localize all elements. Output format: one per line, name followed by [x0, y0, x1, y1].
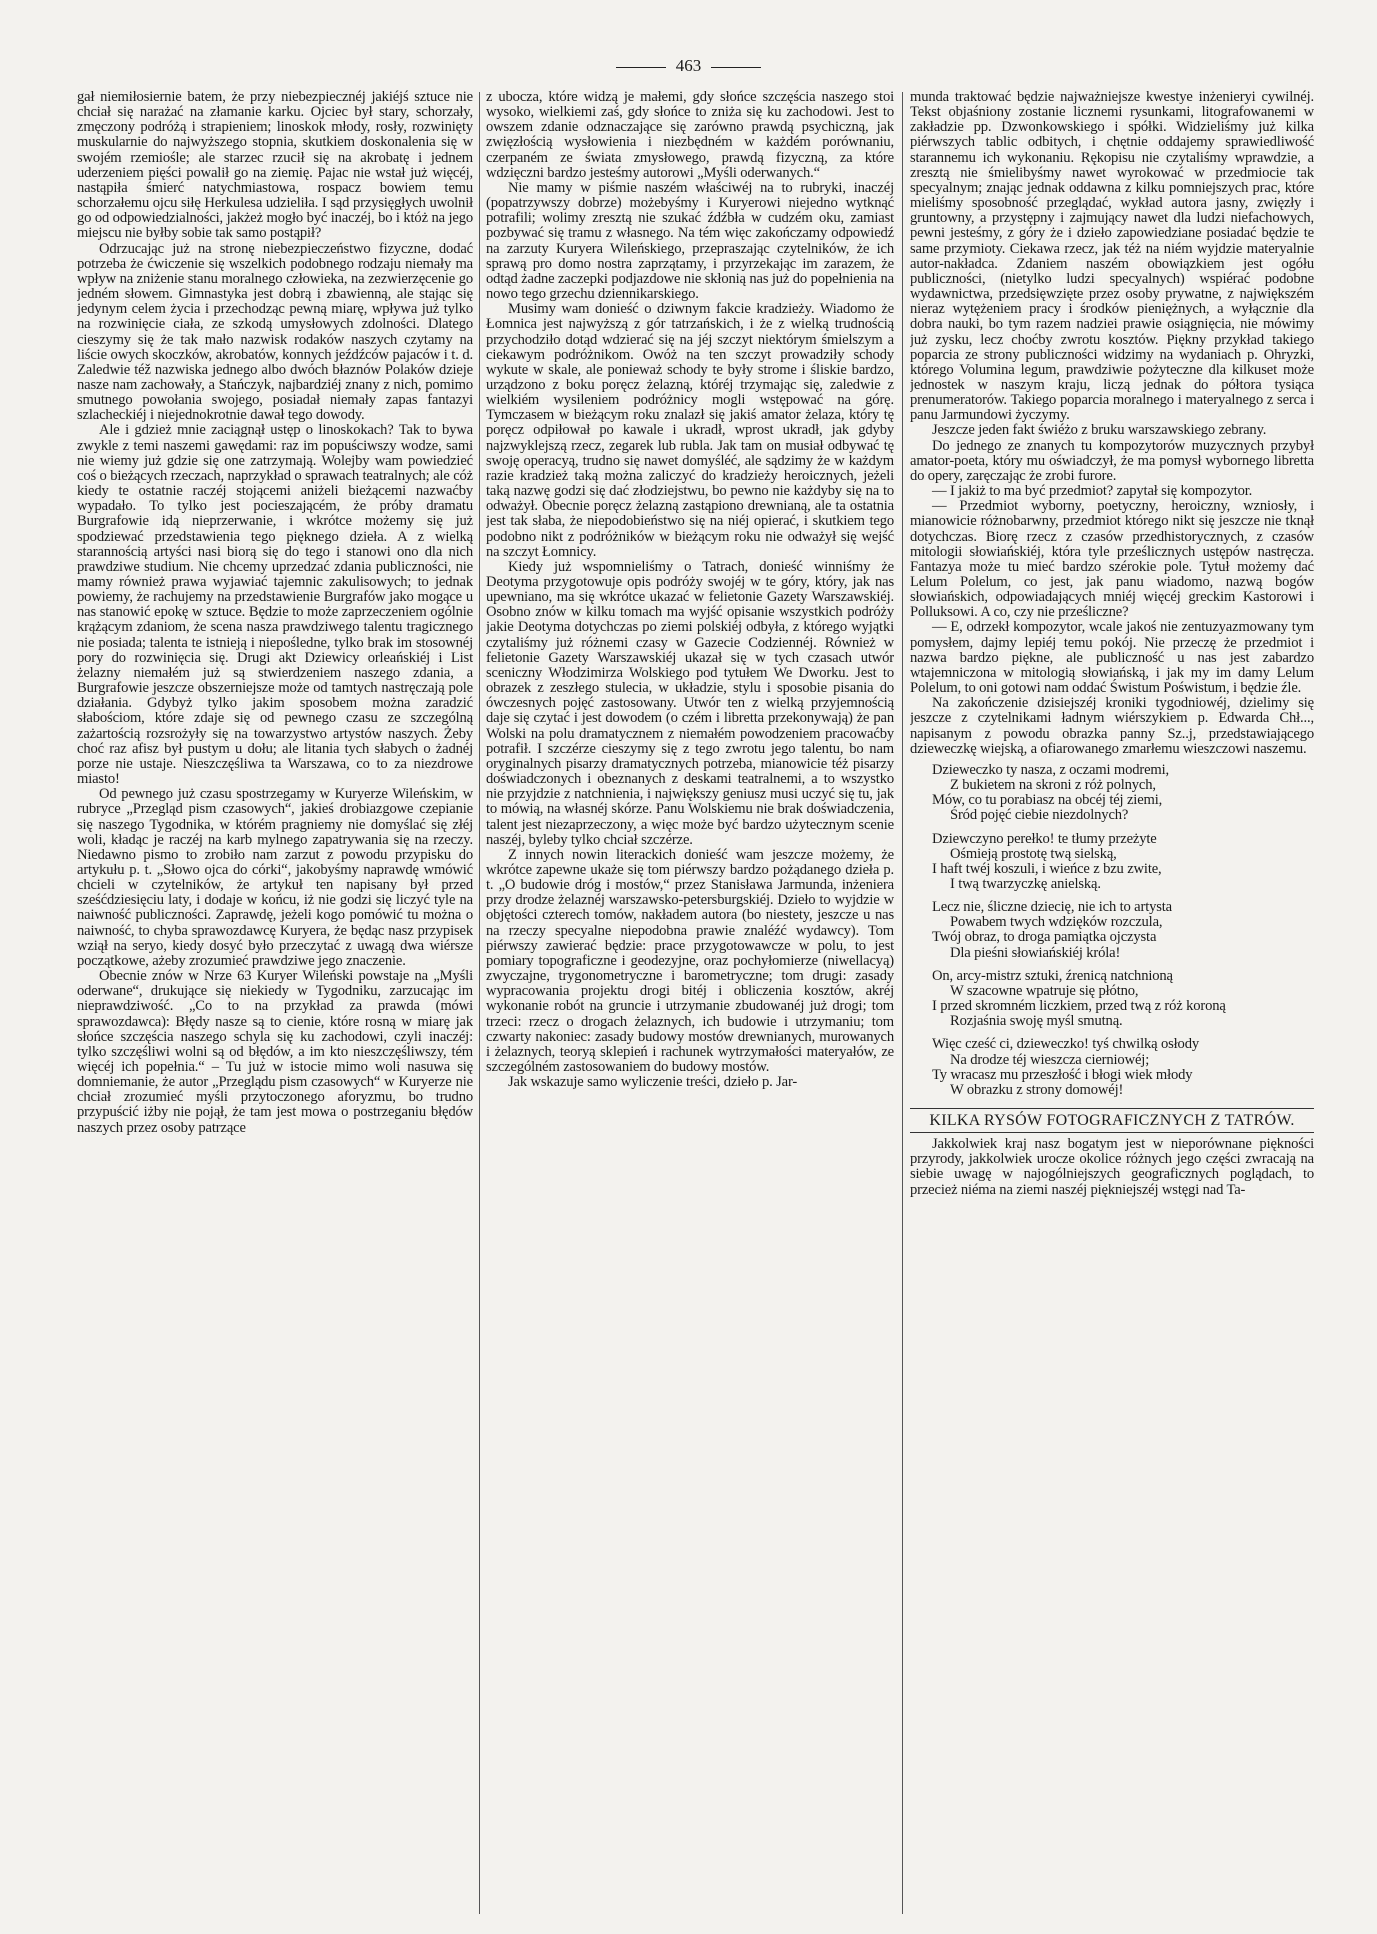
poem-stanza: [910, 900, 1314, 961]
poem-line: W obrazku z strony domowéj!: [950, 1081, 1124, 1098]
poem-line: Rozjaśnia swoję myśl smutną.: [950, 1013, 1123, 1030]
paragraph: gał niemiłosiernie batem, że przy niebezpiecznéj jakiéjś sztuce nie chciał się narażać na złamanie karku. Ojciec był stary, schorzały, zmęczony podróżą i strapieniem; linoskok młody, rosły, rozwinięty muskularnie do najwyższego stopnia, skutkiem doskonalenia się w swojém rzemiośle; ale starzec rzucił się na akrobatę i jednem uderzeniem pięści powalił go na ziemię. Pajac nie wstał już więcéj, nastąpiła śmierć natychmiastowa, rospacz bowiem temu schorzałemu ojcu siłę Herkulesa udzieliła. I sąd przysięgłych uwolnił go od odpowiedzialności, jakżeż mogło być inaczéj, bo i któż na jego miejscu nie byłby sobie tak samo postąpił?: [77, 90, 473, 242]
paragraph: Od pewnego już czasu spostrzegamy w Kuryerze Wileńskim, w rubryce „Przegląd pism czasowych“, jakieś drobiazgowe czepianie się naszego Tygodnika, w którém pragniemy nie domyślać się złéj woli, kładąc je raczéj na karb mylnego zapatrywania się na rzeczy. Niedawno pismo to zrobiło nam zarzut z powodu przypisku do artykułu p. t. „Słowo ojca do córki“, jakobyśmy naprawdę wmówić chcieli w czytelników, że artykuł ten napisany był przed sześćdziesięciu laty, i dodaje w końcu, iż nie godzi się liczyć tyle na naiwność publiczności. Zaprawdę, jeżeli kogo pomówić tu można o naiwność, to chyba sprawozdawcę Kuryera, że będąc nasz przypisek wziął na seryo, kiedy dosyć było przeczytać z uwagą dwa wiérsze początkowe, ażeby zrozumieć prawdziwe jego znaczenie.: [77, 786, 473, 969]
poem-line: I przed skromném liczkiem, przed twą z róż koroną: [932, 998, 1226, 1015]
poem-line: Twój obraz, to droga pamiątka ojczysta: [932, 929, 1157, 946]
section-divider: [910, 1132, 1314, 1133]
paragraph: — Przedmiot wyborny, poetyczny, heroiczny, wzniosły, i mianowicie różnobarwny, przedmiot którego nikt się jeszcze nie tknął dotychczas. Biorę rzecz z czasów przedhistorycznych, z czasów mitologii słowiańskiéj, która tyle prześlicznych ustępów nastręcza. Fantazya może tu mieć bardzo szérokie pole. Tytuł możemy dać Lelum Polelum, co jest, jak panu wiadomo, nazwą bogów słowiańskich, odpowiadających mniéj więcéj greckim Kastorowi i Polluksowi. A co, czy nie prześliczne?: [910, 498, 1314, 621]
poem-stanza: [910, 969, 1314, 1030]
folio-dash-left: [616, 67, 666, 68]
paragraph: Obecnie znów w Nrze 63 Kuryer Wileński powstaje na „Myśli oderwane“, drukujące się niekiedy w Tygodniku, zarzucając im nieprawdziwość. „Co to na przykład za prawda (mówi sprawozdawca): Błędy nasze są to cienie, które rosną w miarę jak słońce szczęścia naszego schyla się ku zachodowi, czyli inaczéj: tylko szczęśliwi wolni są od błędów, a im kto nieszczęśliwszy, tém więcéj ich popełnia.“ – Tu już w istocie mimo woli nasuwa się domniemanie, że autor „Przeglądu pism czasowych“ w Kuryerze nie chciał zrozumieć myśli przytoczonego aforyzmu, bo trudno przypuścić iżby nie pojął, że tam jest mowa o postrzeganiu błędów naszych przez osoby patrzące: [77, 968, 473, 1136]
paragraph: Odrzucając już na stronę niebezpieczeństwo fizyczne, dodać potrzeba że ćwiczenie się wszelkich podobnego rodzaju niemały ma wpływ na zniżenie stanu moralnego człowieka, na zezwierzęcenie go jedném słowem. Gimnastyka jest dobrą i zbawienną, ale stając się jedynym celem życia i przechodząc pewną miarę, wpływa już tylko na rozwinięcie ciała, ze szkodą umysłowych zdolności. Dlatego cieszymy się że tak mało nazwisk rodaków naszych czytamy na liście owych skoczków, akrobatów, konnych jeźdźców pajaców i t. d. Zaledwie též nazwiska jednego albo dwóch błaznów Polaków dzieje nasze nam zachowały, a Stańczyk, najbardziéj znany z nich, pomimo smutnego powołania swojego, posiadał niemały zapas fantazyi szlacheckiéj i niejednokrotnie dawał tego dowody.: [77, 240, 473, 424]
poem-line: Lecz nie, śliczne dziecię, nie ich to artysta: [932, 899, 1173, 916]
poem-line: Mów, co tu porabiasz na obcéj téj ziemi,: [932, 792, 1163, 809]
folio-dash-right: [711, 67, 761, 68]
paragraph: Jak wskazuje samo wyliczenie treści, dzieło p. Jar-: [508, 1074, 798, 1091]
article-heading: KILKA RYSÓW FOTOGRAFICZNYCH Z TATRÓW.: [929, 1112, 1295, 1129]
poem-line: Więc cześć ci, dzieweczko! tyś chwilką osłody: [932, 1036, 1199, 1053]
column-2: [486, 90, 894, 1918]
page-number-text: 463: [675, 56, 702, 75]
paragraph: Jakkolwiek kraj nasz bogatym jest w nieporównane piękności przyrody, jakkolwiek urocze okolice różnych jego części zwracają na siebie uwagę w najogólniejszych geograficznych poglądach, to przecież niéma na ziemi naszéj piękniejszéj wstęgi nad Ta-: [910, 1136, 1314, 1198]
paragraph: Na zakończenie dzisiejszéj kroniki tygodniowéj, dzielimy się jeszcze z czytelnikami ładnym wiérszykiem p. Edwarda Chł..., napisanym z powodu obrazka panny Sz..j, przedstawiającego dzieweczkę wiejską, a ofiarowanego zmarłemu wieszczowi naszemu.: [910, 695, 1314, 757]
paragraph: — E, odrzekł kompozytor, wcale jakoś nie zentuzyazmowany tym pomysłem, dajmy lepiéj temu pokój. Nie przeczę że przedmiot i nazwa bardzo piękne, ale publiczność u nas jest zabardzo wtajemniczona w mitologią słowiańską, i jak my im damy Lelum Polelum, to oni gotowi nam oddać Świstum Poświstum, i będzie źle.: [910, 619, 1314, 697]
paragraph: Musimy wam donieść o dziwnym fakcie kradzieży. Wiadomo że Łomnica jest najwyższą z gór tatrzańskich, i że z wielką trudnością przychodziło dotąd wdzierać się na jéj szczyt niektórym śmielszym a ciekawym podróżnikom. Owóż na ten szczyt prowadziły schody wykute w skale, ale ponieważ schody te były strome i śliskie bardzo, urządzono z boku poręcz żelazną, któréj trzymając się, zaledwie z wielkiém wysileniem podróżnicy mogli wstępować na górę. Tymczasem w bieżącym roku znalazł się jakiś amator żelaza, który tę poręcz odpiłował po kawale i ukradł, wprost ukradł, jak gdyby najzwyklejszą rzecz, zegarek lub rubla. Jak tam on musiał odbywać tę swoję operacyą, trudno się nawet domyśléć, ale sądzimy że w każdym razie kradzież taką można zaliczyć do kradzieży heroicznych, jeżeli taką nazwę godzi się dać złodziejstwu, bo pewno nie każdyby się na to odważył. Obecnie poręcz żelazną zastąpiono drewnianą, ale ta ostatnia jest tak słaba, że niepodobieństwo się na niéj opierać, i skutkiem tego podobno nikt z podróżników w bieżącym roku nie odważył się wejść na szczyt Łomnicy.: [486, 301, 894, 560]
section-divider: [910, 1108, 1314, 1109]
poem-line: Śród pojęć ciebie niezdolnych?: [950, 807, 1129, 824]
poem-line: Ty wracasz mu przeszłość i błogi wiek młody: [932, 1066, 1193, 1083]
paragraph: Z innych nowin literackich donieść wam jeszcze możemy, że wkrótce zapewne ukaże się tom piérwszy bardzo pożądanego dzieła p. t. „O budowie dróg i mostów,“ przez Stanisława Jarmunda, inżeniera przy drodze żelaznéj warszawsko-petersburgskiéj. Dzieło to wyjdzie w objętości czterech tomów, nakładem autora (bo niestety, jeszcze u nas na rzeczy specyalne niepodobna prawie znaléźć wydawcy). Tom piérwszy zawierać będzie: prace przygotowawcze w polu, to jest pomiary topograficzne i geodezyjne, oraz pochyłomierze (niwellacyą) zwyczajne, trygonometryczne i barometryczne; tom drugi: zasady wypracowania projektu drogi bitéj i obliczenia kosztów, akréj wykonanie robót na gruncie i utrzymanie zbudowanéj już drogi; tom trzeci: rzecz o drogach żelaznych, ich budowie i utrzymaniu; tom czwarty nakoniec: zasady budowy mostów drewnianych, murowanych i żelaznych, teoryą sklepień i rachunek wytrzymałości materyałów, ze szczególném zastosowaniem do budowy mostów.: [486, 846, 894, 1075]
column-rule-1: [479, 92, 480, 1914]
poem-line: W szacowne wpatruje się płótno,: [950, 982, 1139, 999]
paragraph: Do jednego ze znanych tu kompozytorów muzycznych przybył amator-poeta, który mu oświadczył, że ma pomysł wybornego libretta do opery, zaręczając że zrobi furore.: [910, 437, 1314, 484]
page-number: [0, 56, 1377, 76]
paragraph: Ale i gdzież mnie zaciągnął ustęp o linoskokach? Tak to bywa zwykle z temi naszemi gawędami: raz im popuściwszy wodze, sami nie wiemy już gdzie się one zatrzymają. Wolejby wam powiedzieć coś o bieżących rzeczach, naprzykład o sprawach teatralnych; ale cóż kiedy te ostatnie raczéj stojącemi aniżeli bieżącemi nazwaćby wypadało. To tylko jest pocieszającém, że próby dramatu Burgrafowie idą nieprzerwanie, i wkrótce możemy się już spodziewać przedstawienia tego pięknego dzieła. A z wielką starannością artyści nasi biorą się do tego i stanowi ono dla nich prawdziwe studium. Nie chcemy uprzedzać zdania publiczności, nie mamy również prawa wyjawiać tajemnic zakulisowych; to jednak powiemy, że rachujemy na przedstawienie Burgrafów jako mogące u nas stanowić epokę w sztuce. Będzie to może zaprzeczeniem ogólnie krążącym zdaniom, że scena nasza prawdziwego talentu tragicznego nie posiada; talenta te istnieją i niepośledne, tylko brak im stosownéj pory do rozwinięcia się. Drugi akt Dziewicy orleańskiéj i List żelazny niemałém już są stwierdzeniem naszego zdania, a Burgrafowie jeszcze obszerniejsze może od tamtych nastręczają pole działania. Gdybyż tylko jakim sposobem można zaradzić słabościom, które zdaje się od pewnego czasu ze szczególną zażartością rozsrożyły się na towarzystwo artystów naszych. Żeby choć raz afisz był pustym u dołu; ale litania tych słabych o żadnéj porze nie ustaje. Nieszczęśliwa ta Warszawa, co to za niezdrowe miasto!: [77, 422, 473, 788]
poem-line: Ośmieją prostotę twą sielską,: [950, 845, 1117, 862]
poem-line: Dla pieśni słowiańskiéj króla!: [950, 944, 1121, 961]
paragraph: Nie mamy w piśmie naszém właściwéj na to rubryki, inaczéj (popatrzywszy dobrze) możebyśmy i Kuryerowi niejedno wytknąć potrafili; wolimy zresztą nie szukać źdźbła w cudzém oku, zamiast pozbywać się tramu z własnego. Na tém więc zakończamy odpowiedź na zarzuty Kuryera Wileńskiego, przepraszając czytelników, że ich sprawą pro domo nostra zaprzątamy, i przyrzekając im zarazem, że odtąd żadne zaczepki podjazdowe nie skłonią nas już do popełnienia na nowo tego grzechu dziennikarskiego.: [486, 179, 894, 303]
poem-stanza: [910, 763, 1314, 824]
poem-stanza: [910, 1037, 1314, 1098]
poem-line: Dziewczyno perełko! te tłumy przeżyte: [932, 830, 1157, 847]
paragraph: Jeszcze jeden fakt świéżo z bruku warszawskiego zebrany.: [932, 422, 1267, 439]
poem-line: Dzieweczko ty nasza, z oczami modremi,: [932, 761, 1170, 778]
poem-line: Z bukietem na skroni z róż polnych,: [950, 777, 1156, 794]
paragraph: — I jakiż to ma być przedmiot? zapytał się kompozytor.: [932, 483, 1253, 500]
poem-line: Powabem twych wdzięków rozczula,: [950, 914, 1163, 931]
poem: [910, 763, 1314, 1098]
column-rule-2: [902, 92, 903, 1914]
paragraph: Kiedy już wspomnieliśmy o Tatrach, donieść winniśmy że Deotyma przygotowuje opis podróży swojéj w te góry, który, jak nas upewniano, ma się wkrótce ukazać w felietonie Gazety Warszawskiéj. Osobno znów w kilku tomach ma wyjść opisanie wszystkich podróży jakie Deotyma dotychczas po ziemi polskiéj odbyła, z którego wyjątki czytaliśmy już różnemi czasy w Gazecie Codziennéj. Również w felietonie Gazety Warszawskiéj ukazał się w tych czasach utwór sceniczny Włodzimirza Wolskiego pod tytułem We Dworku. Jest to obrazek z zeszłego stulecia, w układzie, stylu i sposobie pisania do ówczesnych pojęć zastosowany. Utwór ten z wielką przyjemnością daje się czytać i jest dowodem (o czém i libretta przekonywają) że pan Wolski na polu dramatycznem z niemałém powodzeniem pracowaćby potrafił. I szczérze cieszymy się z tego zwrotu jego talentu, bo nam oryginalnych pisarzy dramatycznych potrzeba, mianowicie téż pisarzy doświadczonych i obeznanych z deskami teatralnemi, a to wszystko nie przyjdzie z natchnienia, i największy geniusz musi uczyć się tu, jak to mówią, na własnéj skórze. Panu Wolskiemu nie brak doświadczenia, talent jest niezaprzeczony, a więc może być bardzo użytecznym scenie naszéj, byleby tylko chciał szczérze.: [486, 558, 894, 848]
poem-line: Na drodze téj wieszcza cierniowéj;: [950, 1051, 1150, 1068]
column-3: [910, 90, 1314, 1918]
poem-line: I twą twarzyczkę anielską.: [950, 875, 1101, 892]
poem-stanza: [910, 832, 1314, 893]
poem-line: I haft twéj koszuli, i wieńce z bzu zwite,: [932, 860, 1162, 877]
poem-line: On, arcy-mistrz sztuki, źrenicą natchnioną: [932, 967, 1173, 984]
paragraph: munda traktować będzie najważniejsze kwestye inżenieryi cywilnéj. Tekst objaśniony zostanie licznemi rysunkami, litografowanemi w zakładzie pp. Dzwonkowskiego i spółki. Widzieliśmy już kilka piérwszych tablic odbitych, i chętnie oddajemy sprawiedliwość starannemu ich wykonaniu. Rękopisu nie czytaliśmy wprawdzie, a zresztą nie śmielibyśmy nawet wyrokować w przedmiocie tak specyalnym; znając jednak oddawna z kilku pomniejszych prac, które mieliśmy sposobność przeglądać, wykład autora jasny, zwięzły i gruntowny, a przystępny i zajmujący nawet dla ludzi niefachowych, pewni jesteśmy, z góry że i dzieło zapowiedziane posiadać będzie te same przymioty. Ciekawa rzecz, jak téż na niém wyjdzie materyalnie autor-nakładca. Zdaniem naszém obowiązkiem jest ogółu publiczności, (nietylko ludzi specyalnych) wspiérać podobne wydawnictwa, przedsięwzięte przez osoby prywatne, z największém nieraz wytężeniem pracy i środków pieniężnych, a wyłącznie dla dobra nauki, bo tym razem nadziei prawie osiągnięcia, nie mówimy już zysku, lecz choćby zwrotu kosztów. Piękny przykład takiego poparcia ze strony publiczności widzimy na wydaniach p. Ohryzki, którego Volumina legum, prawdziwie pożyteczne dla kilkuset może jednostek w naszym kraju, liczą jednak do półtora tysiąca prenumeratorów. Takiego poparcia moralnego i materyalnego z serca i panu Jarmundowi życzymy.: [910, 90, 1314, 424]
paragraph: z ubocza, które widzą je małemi, gdy słońce szczęścia naszego stoi wysoko, wielkiemi zaś, gdy słońce to zniża się ku zachodowi. Jest to owszem zdanie odznaczające się zarówno prawdą psychiczną, jak zwięzłością wysłowienia i niezbędném w każdém porównaniu, czerpaném ze świata zmysłowego, prawdą fizyczną, za które wdzięczni bardzo jesteśmy autorowi „Myśli oderwanych.“: [486, 90, 894, 181]
column-1: [77, 90, 473, 1918]
